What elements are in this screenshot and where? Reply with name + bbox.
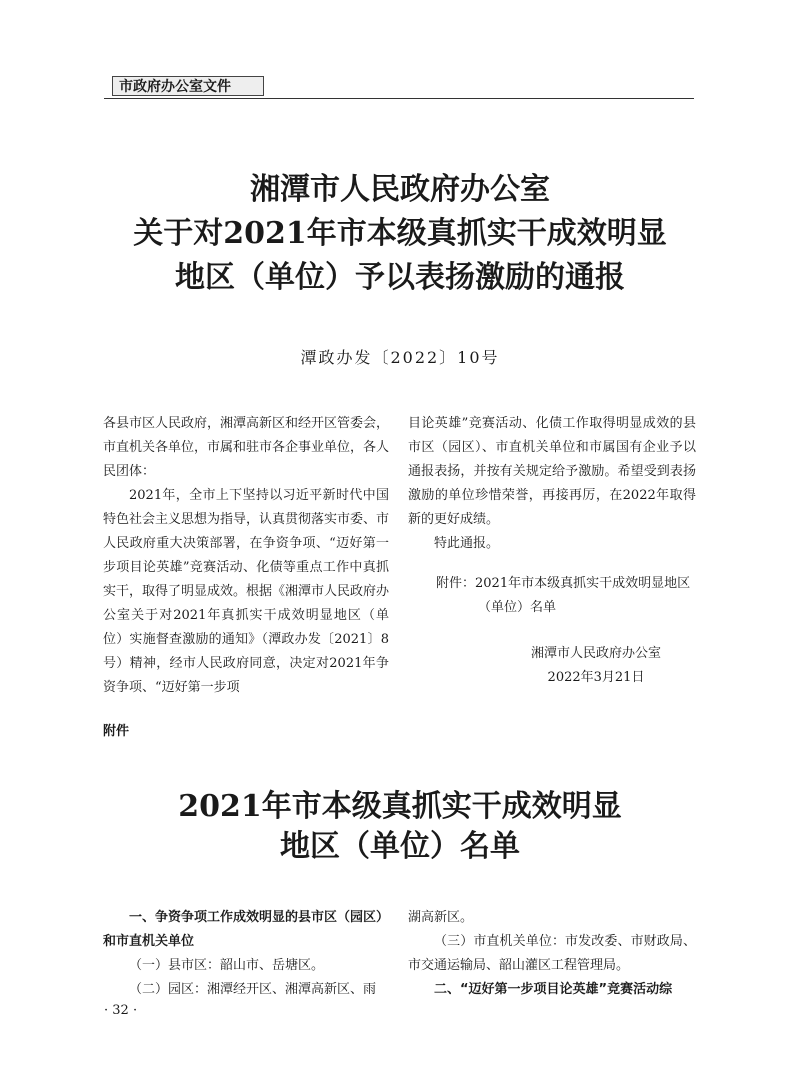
section-1-heading: 一、争资争项工作成效明显的县市区（园区）和市直机关单位 (103, 910, 390, 949)
section-2-heading: 二、“迈好第一步项目论英雄”竞赛活动综 (434, 982, 673, 997)
body-paragraph-1: 2021年，全市上下坚持以习近平新时代中国特色社会主义思想为指导，认真贯彻落实市委、市人民政府重大决策部署，在争资争项、“迈好第一步项目论英雄”竞赛活动、化债等重点工作中真抓实干，取得了明显成效。根据《湘潭市人民政府办公室关于对2021年真抓实干成效明显地区（单位）实施督查激励的通知》（潭政办发〔2021〕8号）精神，经市人民政府同意，决定对2021年争资争项、“迈好第一步项 (103, 488, 390, 695)
title-line-3: 地区（单位）予以表扬激励的通报 (175, 260, 625, 295)
body-paragraph-1-continued: 目论英雄”竞赛活动、化债工作取得明显成效的县市区（园区）、市直机关单位和市属国有企业予以通报表扬，并按有关规定给予激励。希望受到表扬激励的单位珍惜荣誉，再接再厉，在2022年取得新的更好成绩。 (408, 416, 696, 527)
list-item: （三）市直机关单位：市发改委、市财政局、市交通运输局、韶山灌区工程管理局。 (408, 934, 696, 973)
title-line-1: 湘潭市人民政府办公室 (250, 172, 550, 207)
list-item: （二）园区：湘潭经开区、湘潭高新区、雨 (129, 982, 377, 997)
body-left-column (103, 412, 389, 700)
annex-label: 附件 (103, 724, 130, 739)
annex-title-line-2: 地区（单位）名单 (280, 829, 520, 864)
annex-right-column (408, 906, 696, 1002)
signature-date: 2022年3月21日 (547, 670, 645, 685)
page-number: · 32 · (104, 1003, 138, 1018)
list-item-continued: 湖高新区。 (408, 910, 474, 925)
title-line-2: 关于对2021年市本级真抓实干成效明显 (133, 216, 667, 251)
closing-line: 特此通报。 (434, 536, 500, 551)
annex-left-column (103, 906, 389, 1002)
document-number: 潭政办发〔2022〕10号 (300, 348, 500, 367)
header-divider (104, 98, 694, 99)
attachment-line-2: （单位）名单 (478, 600, 557, 615)
signature-org: 湘潭市人民政府办公室 (530, 646, 661, 661)
list-item: （一）县市区：韶山市、岳塘区。 (129, 958, 325, 973)
annex-title-line-1: 2021年市本级真抓实干成效明显 (178, 789, 622, 824)
body-right-column (408, 412, 696, 556)
attachment-line-1: 附件：2021年市本级真抓实干成效明显地区 (436, 576, 691, 591)
salutation: 各县市区人民政府，湘潭高新区和经开区管委会，市直机关各单位，市属和驻市各企事业单位，各人民团体： (103, 416, 390, 479)
header-section-tag: 市政府办公室文件 (112, 76, 264, 96)
